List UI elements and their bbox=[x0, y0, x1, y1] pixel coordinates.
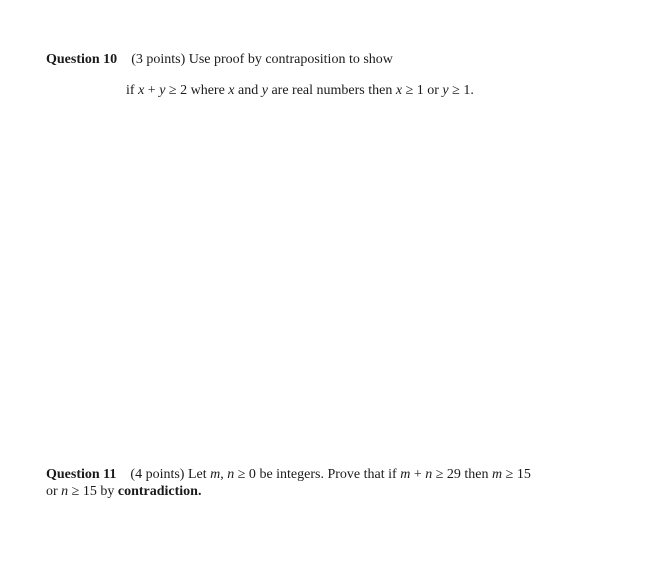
q11-var-n: n bbox=[227, 467, 235, 482]
stmt-real-then: are real numbers then bbox=[267, 83, 396, 98]
question-10-heading bbox=[46, 52, 393, 68]
question-10-points: (3 points) bbox=[131, 52, 186, 67]
stmt-var-y3: y bbox=[442, 83, 449, 98]
stmt-var-x: x bbox=[138, 83, 145, 98]
question-10-label: Question 10 bbox=[46, 52, 118, 67]
q11-by: by bbox=[96, 484, 118, 499]
stmt-geq-2: ≥ 2 bbox=[165, 83, 188, 98]
q11-be-integers: be integers. Prove that if bbox=[255, 467, 401, 482]
question-10-statement bbox=[126, 83, 474, 99]
q11-var-m2: m bbox=[400, 467, 411, 482]
question-11-points: (4 points) bbox=[130, 467, 185, 482]
question-11-line-2 bbox=[46, 484, 201, 500]
stmt-var-y2: y bbox=[261, 83, 268, 98]
q11-geq-15a: ≥ 15 bbox=[502, 467, 531, 482]
stmt-var-x2: x bbox=[228, 83, 235, 98]
question-11-line-1 bbox=[46, 467, 531, 483]
question-10-prompt: Use proof by contraposition to show bbox=[188, 52, 393, 67]
q11-geq-15b: ≥ 15 bbox=[68, 484, 97, 499]
stmt-geq-1a: ≥ 1 bbox=[402, 83, 424, 98]
stmt-where: where bbox=[187, 83, 229, 98]
stmt-geq-1b: ≥ 1. bbox=[448, 83, 474, 98]
stmt-var-y: y bbox=[159, 83, 166, 98]
q11-geq-0: ≥ 0 bbox=[234, 467, 256, 482]
stmt-plus: + bbox=[144, 83, 160, 98]
q11-method: contradiction. bbox=[117, 484, 202, 499]
q11-var-n3: n bbox=[61, 484, 69, 499]
q11-comma: , bbox=[220, 467, 228, 482]
stmt-and: and bbox=[234, 83, 262, 98]
stmt-if: if bbox=[126, 83, 135, 98]
q11-var-m: m bbox=[210, 467, 221, 482]
q11-then: then bbox=[460, 467, 493, 482]
stmt-var-x3: x bbox=[395, 83, 403, 98]
q11-geq-29: ≥ 29 bbox=[432, 467, 461, 482]
question-11-label: Question 11 bbox=[46, 467, 117, 482]
stmt-or: or bbox=[423, 83, 443, 98]
q11-var-m3: m bbox=[492, 467, 503, 482]
q11-plus: + bbox=[410, 467, 426, 482]
q11-let: Let bbox=[187, 467, 211, 482]
q11-var-n2: n bbox=[425, 467, 433, 482]
q11-or: or bbox=[46, 484, 62, 499]
